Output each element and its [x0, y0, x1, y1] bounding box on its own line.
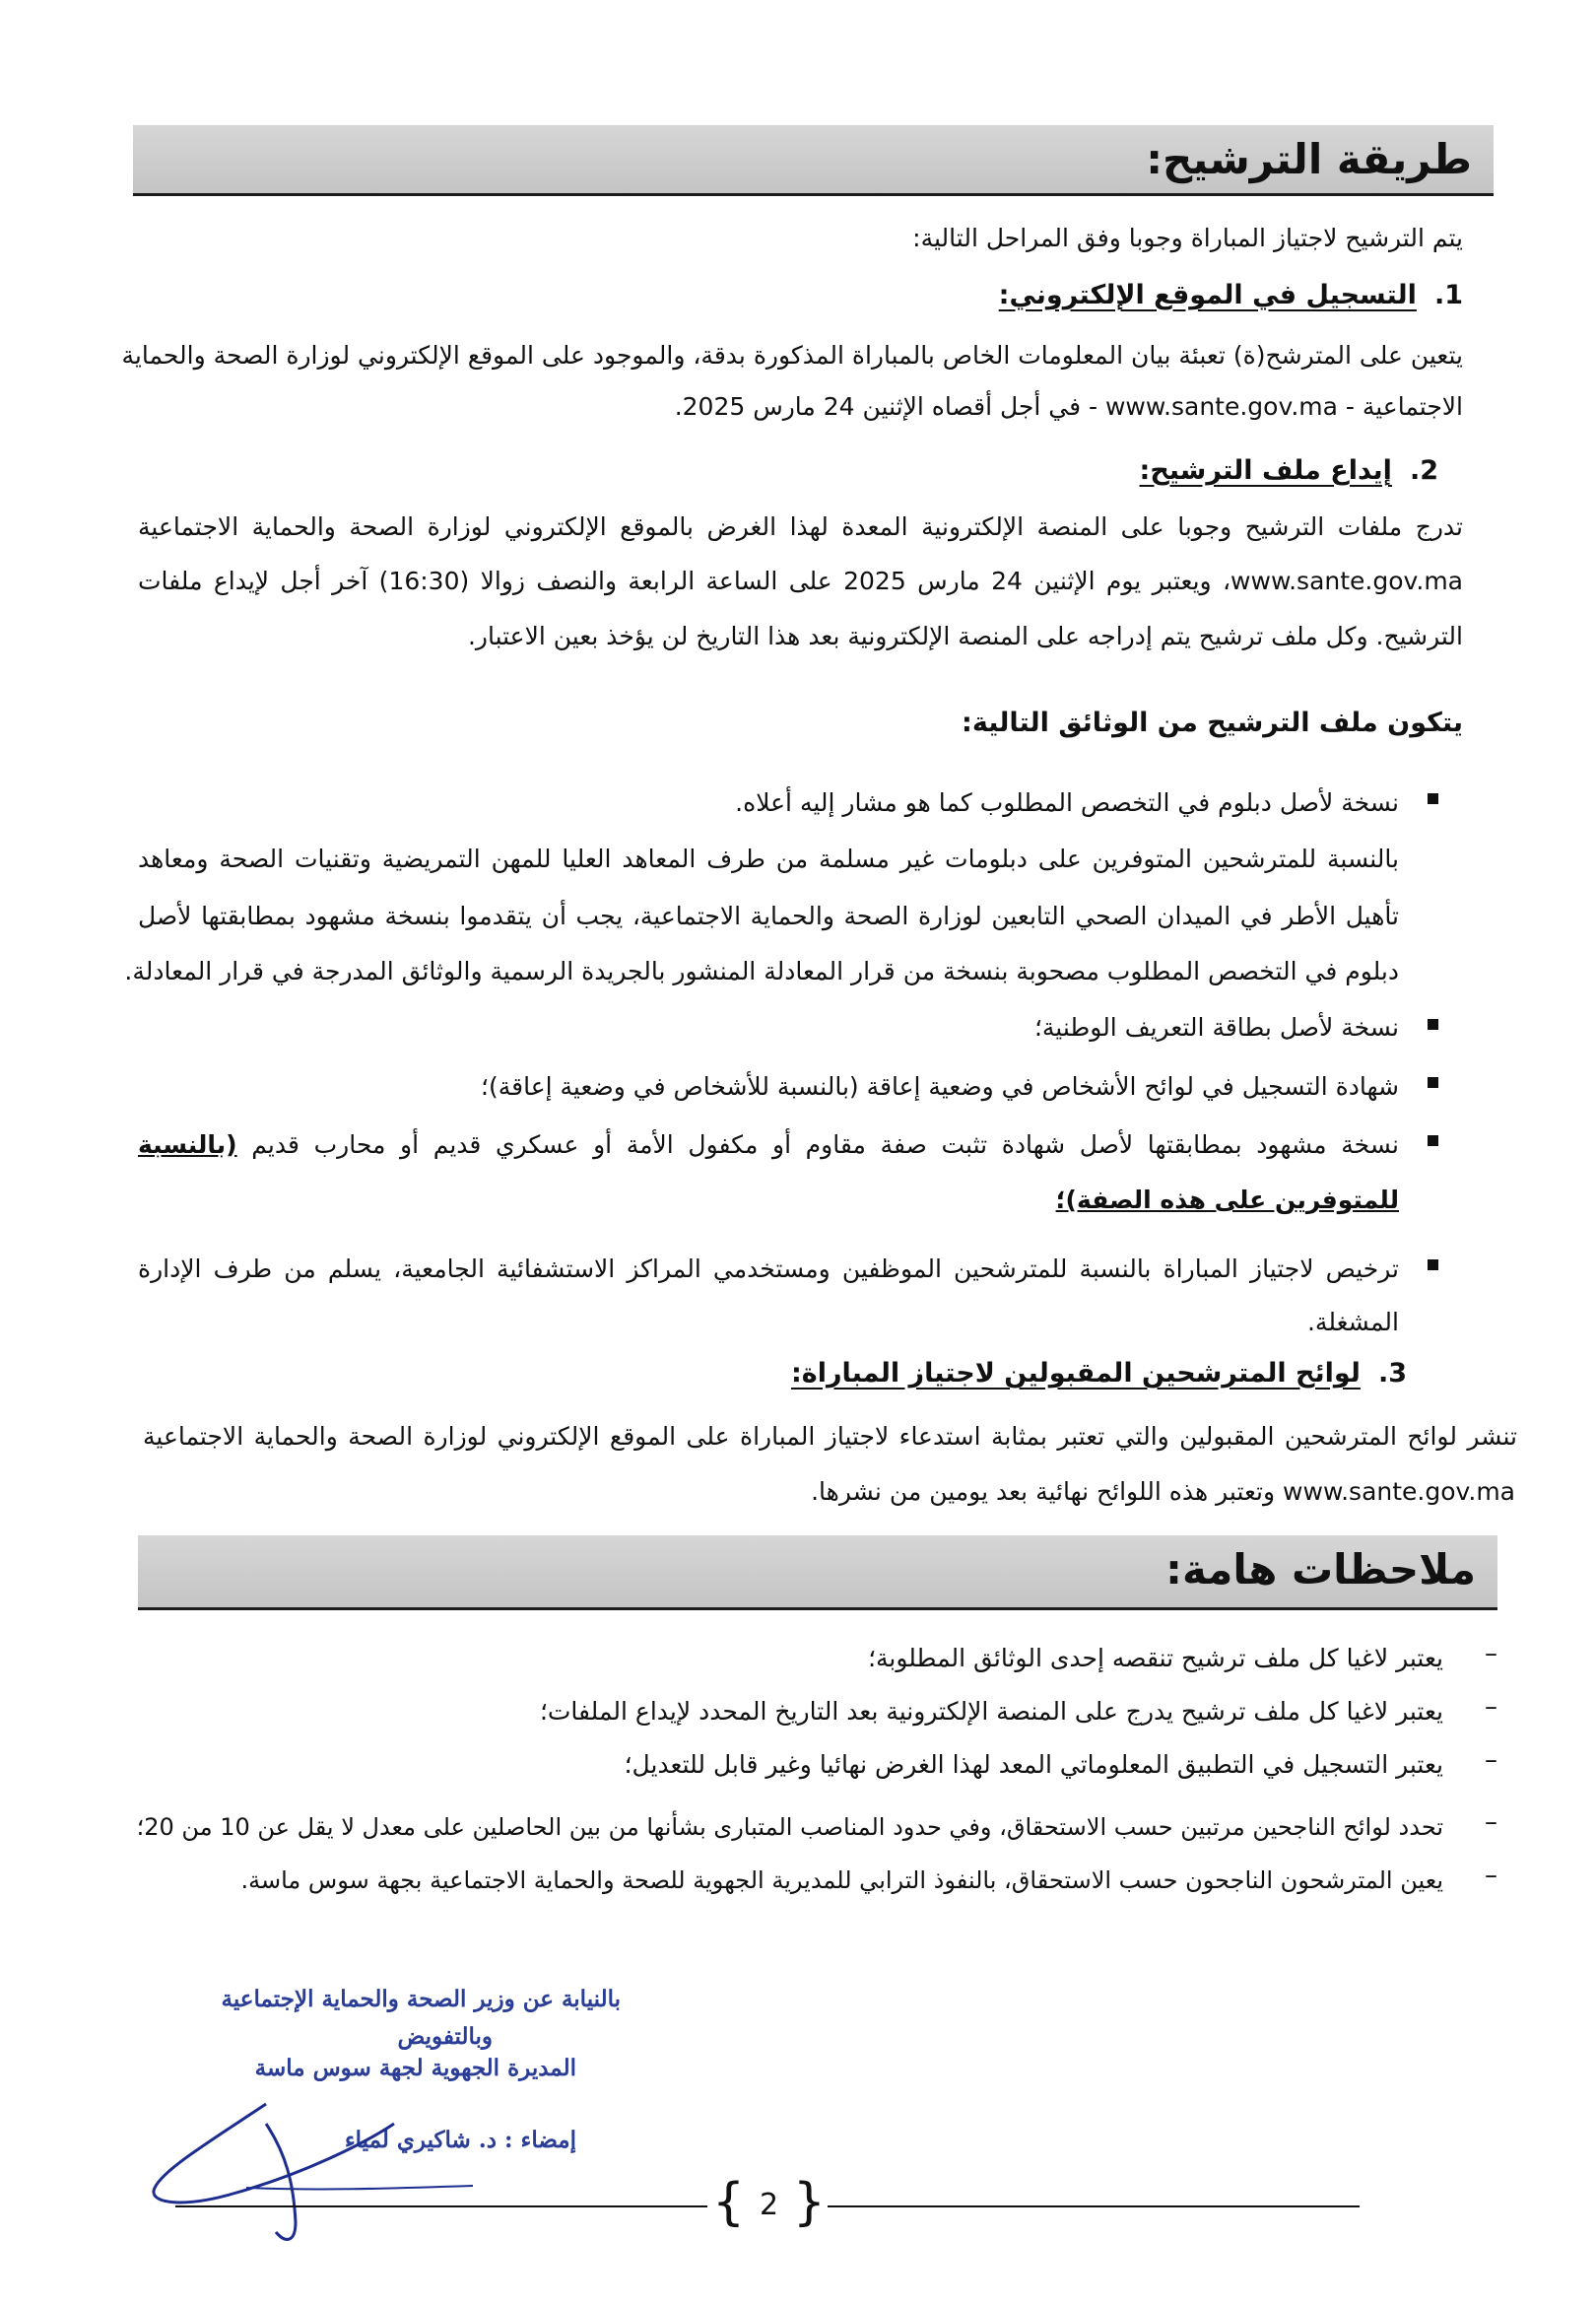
step-1-line: يتعين على المترشح(ة) تعبئة بيان المعلومات الخاص بالمباراة المذكورة بدقة، والموجود على الموقع الإلكتروني لوزارة الصحة والحماية — [121, 341, 1463, 370]
section-title: ملاحظات هامة: — [1165, 1545, 1476, 1593]
document-item-text: نسخة مشهود بمطابقتها لأصل شهادة تثبت صفة مقاوم أو مكفول الأمة أو عسكري قديم أو محارب قديم — [251, 1130, 1400, 1159]
signature-line: بالنيابة عن وزير الصحة والحماية الإجتماعية — [221, 1986, 621, 2012]
step-1-heading — [999, 280, 1463, 310]
document-item: ترخيص لاجتياز المباراة بالنسبة للمترشحين الموظفين ومستخدمي المراكز الاستشفائية الجامعية، يسلم من طرف الإدارة — [138, 1254, 1399, 1283]
document-item: المشغلة. — [1306, 1308, 1399, 1336]
bullet-icon — [1428, 1077, 1438, 1088]
intro-text: يتم الترشيح لاجتياز المباراة وجوبا وفق المراحل التالية: — [912, 224, 1463, 252]
dash-icon: – — [1485, 1745, 1497, 1775]
footer-rule — [175, 2205, 707, 2207]
step-title: إيداع ملف الترشيح: — [1139, 455, 1392, 486]
dash-icon: – — [1485, 1861, 1497, 1890]
bracket-left-icon: { — [712, 2173, 746, 2232]
section-title: طريقة الترشيح: — [1146, 135, 1472, 183]
step-2-line: تدرج ملفات الترشيح وجوبا على المنصة الإلكترونية المعدة لهذا الغرض بالموقع الإلكتروني لوزارة الصحة والحماية الاجتماعية — [138, 512, 1463, 541]
document-note-line: بالنسبة للمترشحين المتوفرين على دبلومات غير مسلمة من طرف المعاهد العليا للمهن التمريضية وتقنيات الصحة ومعاهد — [138, 845, 1399, 873]
bullet-icon — [1428, 793, 1438, 804]
step-3-heading — [791, 1358, 1407, 1389]
step-number: 2. — [1409, 455, 1438, 486]
page-number — [712, 2173, 826, 2238]
handwritten-signature — [148, 1986, 621, 2252]
note-item: يعتبر لاغيا كل ملف ترشيح يدرج على المنصة الإلكترونية بعد التاريخ المحدد لإيداع الملفات؛ — [539, 1697, 1443, 1726]
step-3-line: تنشر لوائح المترشحين المقبولين والتي تعتبر بمثابة استدعاء لاجتياز المباراة على الموقع الإلكتروني لوزارة الصحة والحماية الاجتماعية — [143, 1422, 1517, 1451]
step-2-line: www.sante.gov.ma، ويعتبر يوم الإثنين 24 مارس 2025 على الساعة الرابعة والنصف زوالا (16:30) آخر أجل لإيداع ملفات — [138, 567, 1463, 595]
documents-heading: يتكون ملف الترشيح من الوثائق التالية: — [962, 708, 1463, 738]
note-item: تحدد لوائح الناجحين مرتبين حسب الاستحقاق، وفي حدود المناصب المتبارى بشأنها من بين الحاصلين على معدل لا يقل عن 10 من 20؛ — [136, 1813, 1443, 1841]
step-number: 1. — [1433, 280, 1463, 310]
signature-stamp — [148, 1986, 621, 2252]
document-item — [138, 1125, 1399, 1165]
section-header-candidacy — [133, 125, 1494, 196]
document-item: شهادة التسجيل في لوائح الأشخاص في وضعية إعاقة (بالنسبة للأشخاص في وضعية إعاقة)؛ — [481, 1072, 1399, 1101]
dash-icon: – — [1485, 1807, 1497, 1837]
document-note-line: تأهيل الأطر في الميدان الصحي التابعين لوزارة الصحة والحماية الاجتماعية، يجب أن يتقدموا بنسخة مشهود بمطابقتها لأصل — [138, 902, 1399, 930]
step-title: التسجيل في الموقع الإلكتروني: — [998, 280, 1417, 310]
document-item-condition: (بالنسبة — [138, 1130, 237, 1159]
signature-line: إمضاء : د. شاكيري لمياء — [344, 2127, 576, 2153]
step-3-line: www.sante.gov.ma وتعتبر هذه اللوائح نهائية بعد يومين من نشرها. — [811, 1477, 1515, 1506]
dash-icon: – — [1485, 1692, 1497, 1722]
note-item: يعتبر التسجيل في التطبيق المعلوماتي المعد لهذا الغرض نهائيا وغير قابل للتعديل؛ — [624, 1750, 1443, 1779]
dash-icon: – — [1485, 1639, 1497, 1668]
document-item: نسخة لأصل بطاقة التعريف الوطنية؛ — [1033, 1013, 1399, 1042]
bracket-right-icon: } — [792, 2173, 826, 2232]
page-number-text: 2 — [759, 2188, 779, 2222]
signature-line: وبالتفويض — [397, 2023, 493, 2050]
document-item-condition: للمتوفرين على هذه الصفة)؛ — [1055, 1186, 1399, 1214]
step-number: 3. — [1377, 1358, 1407, 1389]
note-item: يعتبر لاغيا كل ملف ترشيح تنقصه إحدى الوثائق المطلوبة؛ — [868, 1644, 1443, 1672]
step-2-heading — [1140, 455, 1438, 486]
bullet-icon — [1428, 1135, 1438, 1146]
step-title: لوائح المترشحين المقبولين لاجتياز المباراة: — [790, 1358, 1361, 1389]
note-item: يعين المترشحون الناجحون حسب الاستحقاق، بالنفوذ الترابي للمديرية الجهوية للصحة والحماية الاجتماعية بجهة سوس ماسة. — [240, 1866, 1443, 1894]
section-header-notes — [138, 1535, 1497, 1610]
bullet-icon — [1428, 1019, 1438, 1030]
footer-rule — [828, 2205, 1360, 2207]
step-1-line: الاجتماعية - www.sante.gov.ma - في أجل أقصاه الإثنين 24 مارس 2025. — [674, 392, 1463, 421]
document-item: نسخة لأصل دبلوم في التخصص المطلوب كما هو مشار إليه أعلاه. — [735, 788, 1399, 817]
bullet-icon — [1428, 1259, 1438, 1270]
signature-line: المديرة الجهوية لجهة سوس ماسة — [254, 2055, 576, 2081]
document-note-line: دبلوم في التخصص المطلوب مصحوبة بنسخة من قرار المعادلة المنشور بالجريدة الرسمية والوثائق المدرجة في قرار المعادلة. — [124, 957, 1399, 985]
step-2-line: الترشيح. وكل ملف ترشيح يتم إدراجه على المنصة الإلكترونية بعد هذا التاريخ لن يؤخذ بعين الاعتبار. — [467, 622, 1463, 650]
